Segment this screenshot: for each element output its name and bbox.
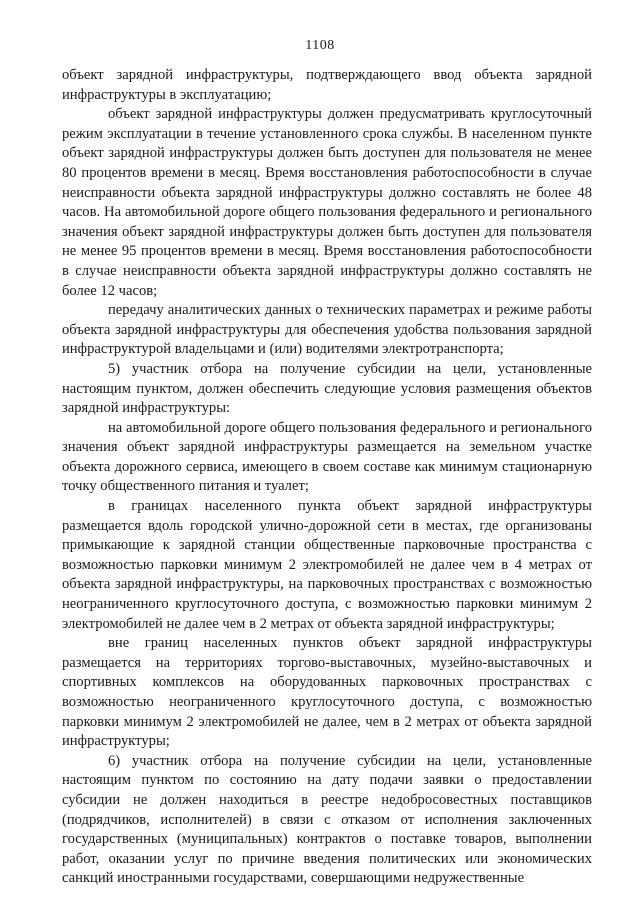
paragraph: объект зарядной инфраструктуры должен предусматривать круглосуточный режим эксплуатации в течение установленного срока службы. В населенном пункте объект зарядной инфраструктуры должен быть доступен для пользователя не менее 80 процентов времени в месяц. Время восстановления работоспособности в случае неисправности объекта зарядной инфраструктуры должно составлять не более 48 часов. На автомобильной дороге общего пользования федерального и регионального значения объект зарядной инфраструктуры должен быть доступен для пользователя не менее 95 процентов времени в месяц. Время восстановления работоспособности в случае неисправности объекта зарядной инфраструктуры должно составлять не более 12 часов; [62, 106, 592, 299]
paragraph: 5) участник отбора на получение субсидии на цели, установленные настоящим пунктом, должен обеспечить следующие условия размещения объектов зарядной инфраструктуры: [62, 360, 592, 417]
paragraph: вне границ населенных пунктов объект зарядной инфраструктуры размещается на территориях торгово-выставочных, музейно-выставочных и спортивных комплексов на оборудованных парковочных пространствах с возможностью неограниченного круглосуточного доступа, с возможностью парковки минимум 2 электромобилей не далее, чем в 2 метрах от объекта зарядной инфраструктуры; [62, 635, 592, 750]
document-body [62, 66, 592, 889]
paragraph: объект зарядной инфраструктуры, подтверждающего ввод объекта зарядной инфраструктуры в эксплуатацию; [62, 67, 592, 103]
page-number: 1108 [305, 38, 335, 53]
paragraph: на автомобильной дороге общего пользования федерального и регионального значения объект зарядной инфраструктуры размещается на земельном участке объекта дорожного сервиса, имеющего в своем составе как минимум стационарную точку общественного питания и туалет; [62, 419, 592, 495]
paragraph: в границах населенного пункта объект зарядной инфраструктуры размещается вдоль городской улично-дорожной сети в местах, где организованы примыкающие к зарядной станции общественные парковочные пространства с возможностью парковки минимум 2 электромобилей не далее чем в 4 метрах от объекта зарядной инфраструктуры, на парковочных пространствах с возможностью неограниченного круглосуточного доступа, с возможностью парковки минимум 2 электромобилей не далее чем в 2 метрах от объекта зарядной инфраструктуры; [62, 498, 592, 632]
paragraph: 6) участник отбора на получение субсидии на цели, установленные настоящим пунктом по состоянию на дату подачи заявки о предоставлении субсидии не должен находиться в реестре недобросовестных поставщиков (подрядчиков, исполнителей) в связи с отказом от исполнения заключенных государственных (муниципальных) контрактов о поставке товаров, выполнении работ, оказании услуг по причине введения политических или экономических санкций иностранными государствами, совершающими недружественные [62, 752, 592, 887]
paragraph: передачу аналитических данных о технических параметрах и режиме работы объекта зарядной инфраструктуры для обеспечения удобства пользования зарядной инфраструктурой владельцами и (или) водителями электротранспорта; [62, 302, 592, 358]
